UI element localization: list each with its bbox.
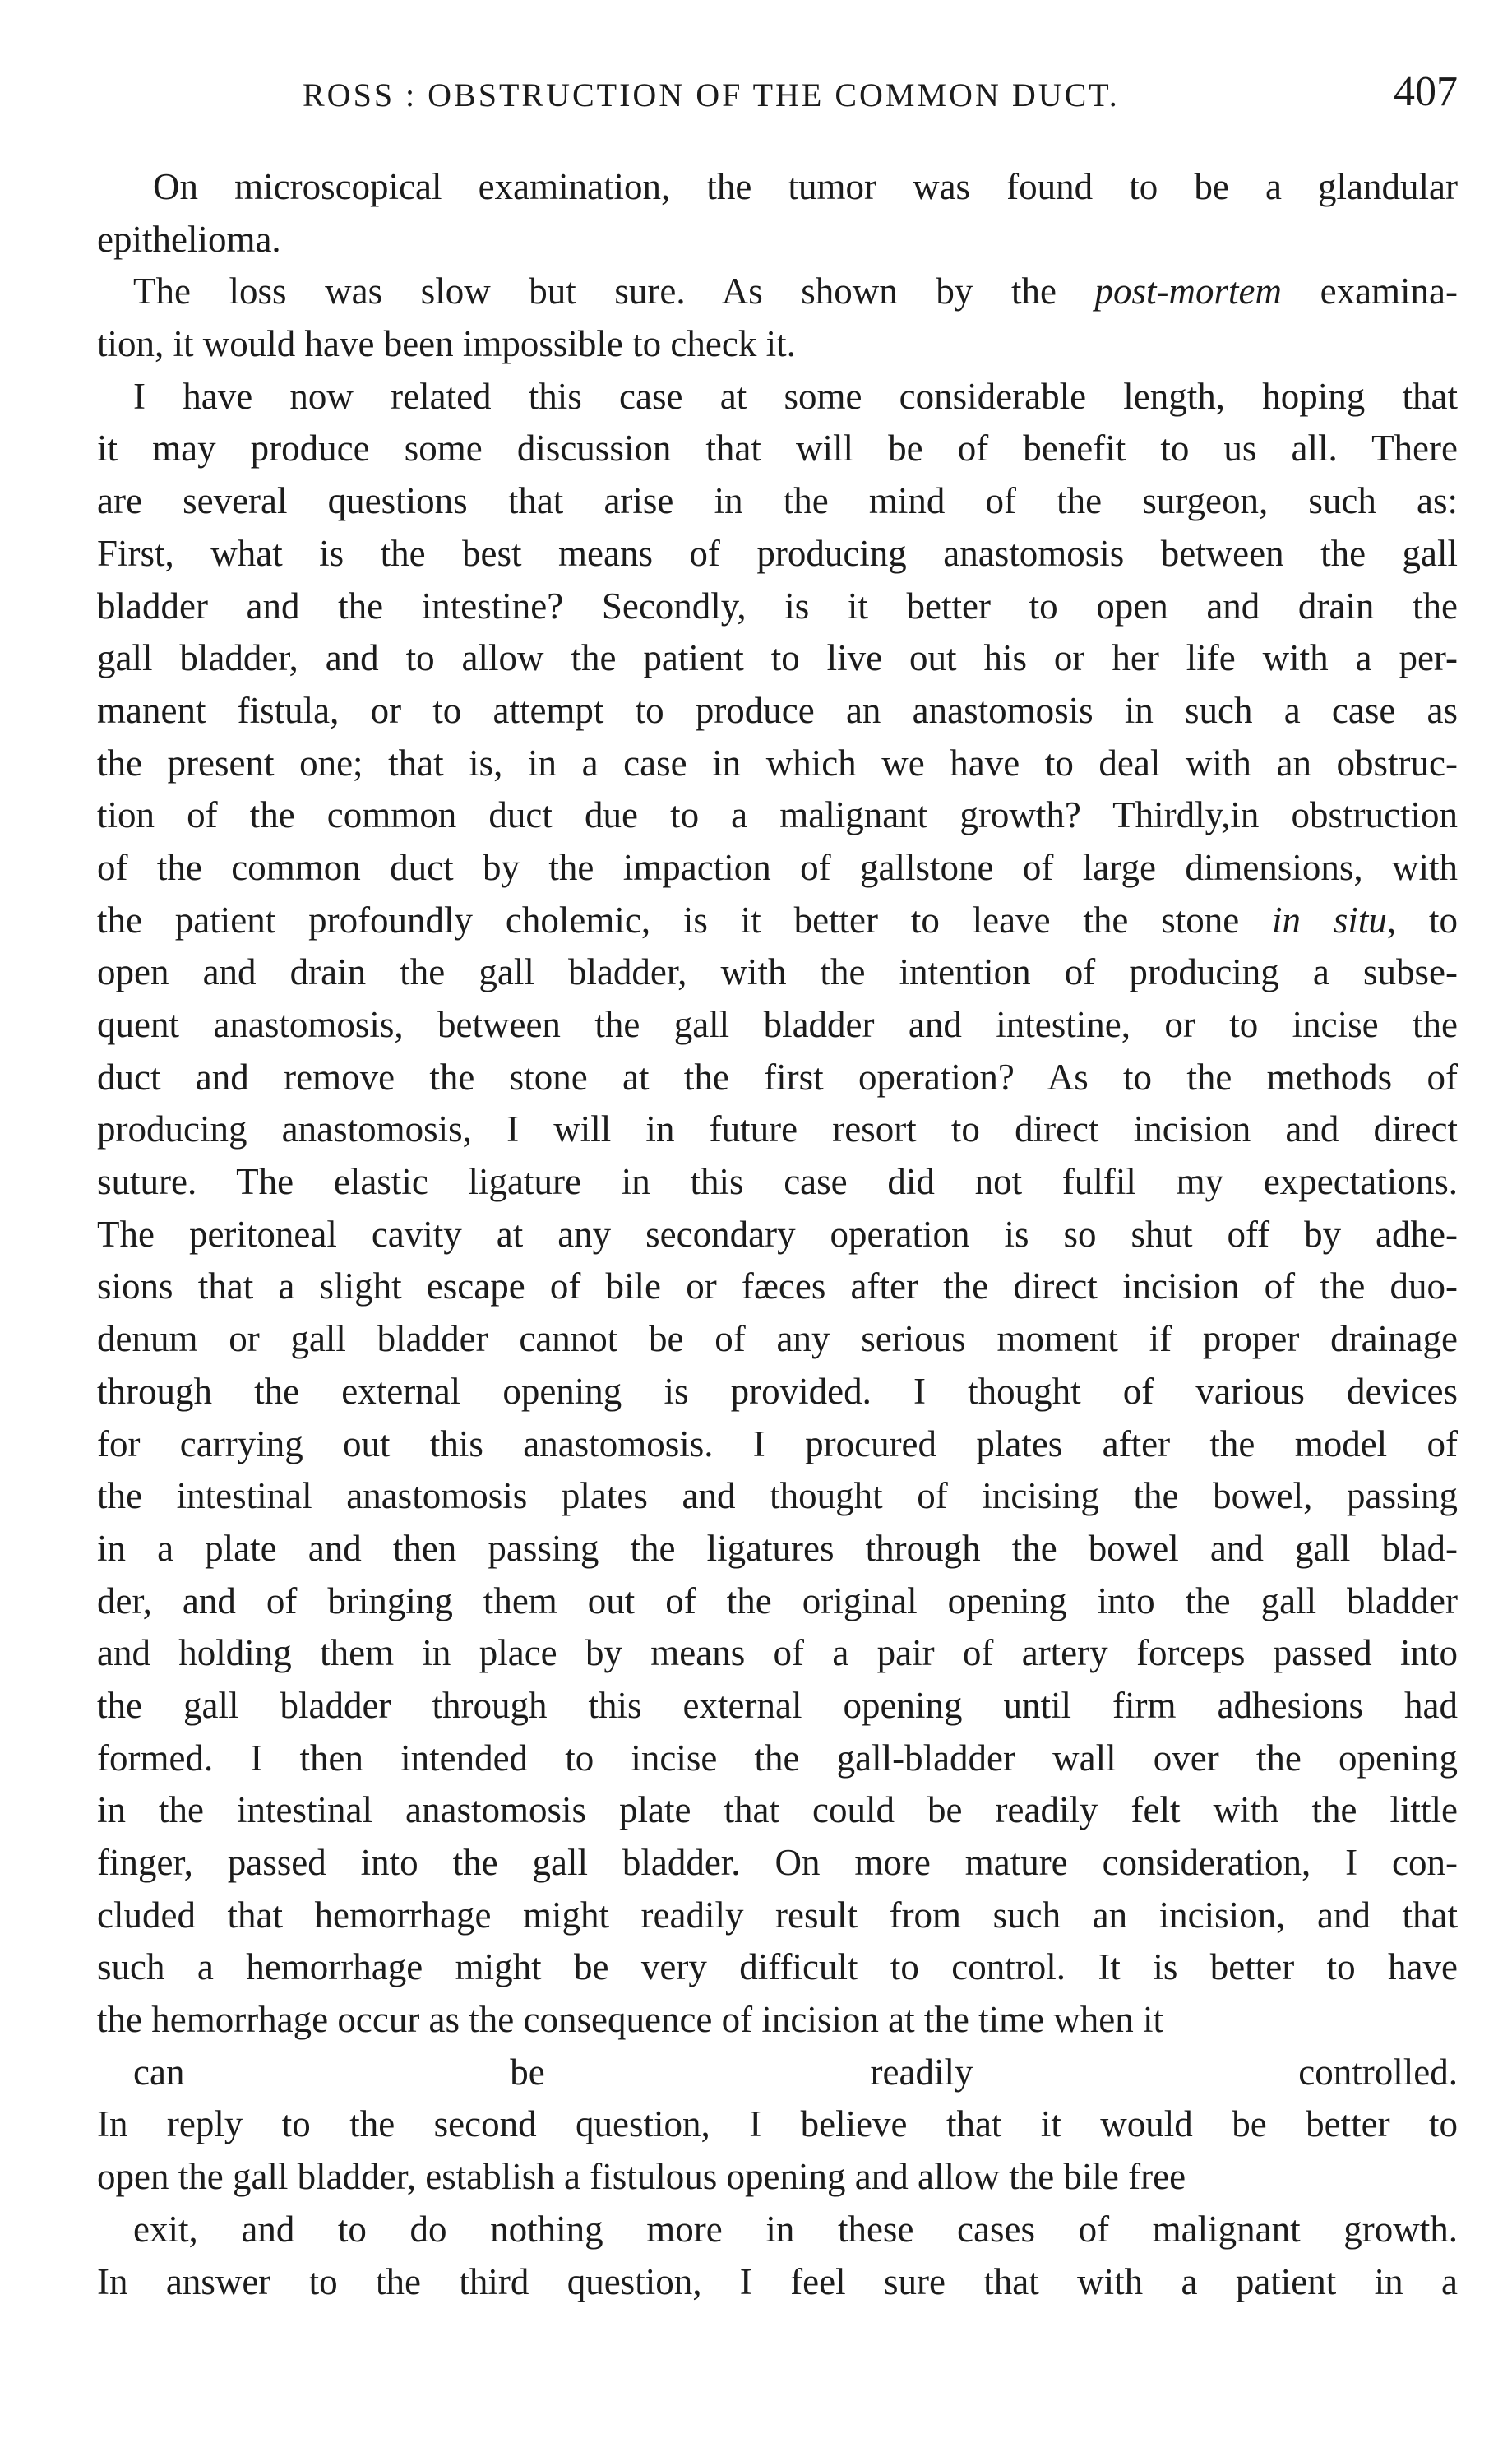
text-line: In answer to the third question, I feel sure that with a patient in a xyxy=(97,2260,1458,2302)
text-line: in the intestinal anastomosis plate that could be readily felt with the little xyxy=(97,1789,1458,1831)
text-line: cluded that hemorrhage might readily result from such an incision, and that xyxy=(97,1894,1458,1936)
text-line: I have now related this case at some considerable length, hoping that xyxy=(133,375,1458,417)
text-line: tion of the common duct due to a malignant growth? Thirdly,in obstruction xyxy=(97,794,1458,836)
italic-term: in situ xyxy=(1272,899,1387,941)
running-head xyxy=(97,67,1458,125)
text-line: such a hemorrhage might be very difficult to control. It is better to have xyxy=(97,1946,1458,1988)
text-line: open and drain the gall bladder, with the intention of producing a subse- xyxy=(97,951,1458,993)
text-fragment: The loss was slow but sure. As shown by the xyxy=(133,271,1057,312)
italic-term: post-mortem xyxy=(1094,271,1283,312)
text-line: der, and of bringing them out of the original opening into the gall bladder xyxy=(97,1580,1458,1621)
text-line: quent anastomosis, between the gall bladder and intestine, or to incise the xyxy=(97,1004,1458,1045)
text-line: and holding them in place by means of a pair of artery forceps passed into xyxy=(97,1632,1458,1674)
text-line: the intestinal anastomosis plates and thought of incising the bowel, passing xyxy=(97,1475,1458,1517)
text-line: First, what is the best means of producing anastomosis between the gall xyxy=(97,532,1458,574)
text-fragment: the patient profoundly cholemic, is it better to leave the stone xyxy=(97,899,1240,941)
text-line: the present one; that is, in a case in which we have to deal with an obstruc- xyxy=(97,742,1458,784)
text-line: exit, and to do nothing more in these cases of malignant growth. xyxy=(133,2208,1458,2250)
text-line: manent fistula, or to attempt to produce an anastomosis in such a case as xyxy=(97,689,1458,731)
text-line: epithelioma. xyxy=(97,218,281,260)
text-line: are several questions that arise in the mind of the surgeon, such as: xyxy=(97,480,1458,522)
text-line: producing anastomosis, I will in future resort to direct incision and direct xyxy=(97,1108,1458,1150)
text-line: gall bladder, and to allow the patient to live out his or her life with a per- xyxy=(97,637,1458,679)
text-line: open the gall bladder, establish a fistulous opening and allow the bile free xyxy=(97,2156,1186,2198)
page-number: 407 xyxy=(1394,68,1458,115)
text-line: On microscopical examination, the tumor was found to be a glandular xyxy=(153,166,1458,207)
text-line: the gall bladder through this external opening until firm adhesions had xyxy=(97,1684,1458,1726)
text-fragment: , to xyxy=(1386,899,1458,941)
body-text xyxy=(97,161,1458,2308)
text-line: The peritoneal cavity at any secondary operation is so shut off by adhe- xyxy=(97,1213,1458,1255)
text-line: duct and remove the stone at the first operation? As to the methods of xyxy=(97,1056,1458,1098)
text-line: for carrying out this anastomosis. I procured plates after the model of xyxy=(97,1423,1458,1464)
text-line: formed. I then intended to incise the gall-bladder wall over the opening xyxy=(97,1737,1458,1779)
text-line: of the common duct by the impaction of gallstone of large dimensions, with xyxy=(97,846,1458,888)
text-line xyxy=(97,266,1458,318)
text-line: tion, it would have been impossible to check it. xyxy=(97,323,796,365)
text-line: In reply to the second question, I believe that it would be better to xyxy=(97,2103,1458,2145)
text-fragment: examina- xyxy=(1320,271,1458,312)
text-line: finger, passed into the gall bladder. On more mature consideration, I con- xyxy=(97,1842,1458,1883)
text-line: denum or gall bladder cannot be of any serious moment if proper drainage xyxy=(97,1318,1458,1360)
text-line: can be readily controlled. xyxy=(133,2051,1458,2093)
text-line: in a plate and then passing the ligatures through the bowel and gall blad- xyxy=(97,1527,1458,1569)
text-line: bladder and the intestine? Secondly, is it better to open and drain the xyxy=(97,585,1458,627)
text-line: through the external opening is provided. I thought of various devices xyxy=(97,1370,1458,1412)
text-line: the hemorrhage occur as the consequence of incision at the time when it xyxy=(97,1999,1164,2041)
text-line: suture. The elastic ligature in this case did not fulfil my expectations. xyxy=(97,1161,1458,1203)
running-title: ROSS : OBSTRUCTION OF THE COMMON DUCT. xyxy=(303,76,1120,113)
text-line: sions that a slight escape of bile or fæces after the direct incision of the duo- xyxy=(97,1265,1458,1307)
text-line: it may produce some discussion that will be of benefit to us all. There xyxy=(97,428,1458,470)
text-line xyxy=(97,895,1458,947)
